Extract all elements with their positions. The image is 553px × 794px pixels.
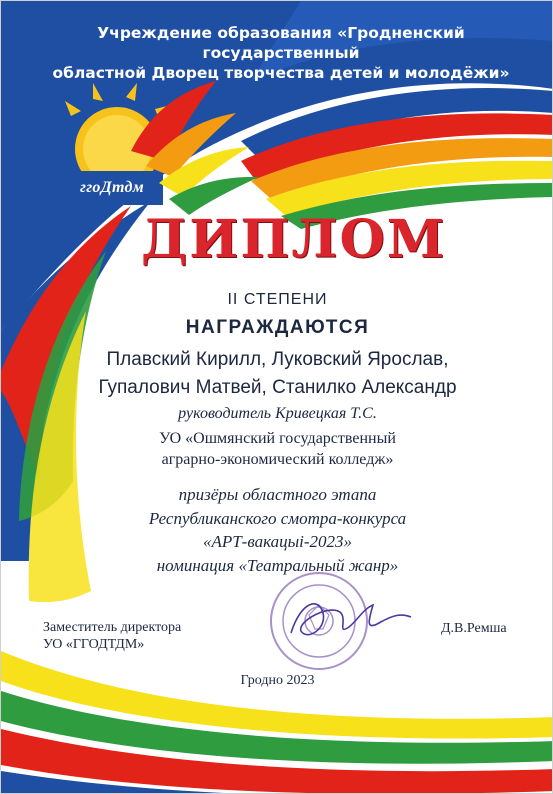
awarded-heading: НАГРАЖДАЮТСЯ bbox=[185, 317, 370, 338]
institution-line-2: аграрно-экономический колледж» bbox=[161, 451, 394, 468]
diploma-title: ДИПЛОМ bbox=[141, 209, 447, 270]
issuer-line-1: Учреждение образования «Гродненский государственный bbox=[97, 24, 465, 62]
diploma-degree: II СТЕПЕНИ bbox=[227, 291, 328, 308]
official-stamp bbox=[271, 573, 367, 669]
issuer-line-2: областной Дворец творчества детей и молодёжи» bbox=[52, 64, 510, 82]
achievement-line-2: Республиканского смотра-конкурса bbox=[148, 508, 407, 528]
institution-block bbox=[1, 428, 553, 470]
achievement-line-3: «АРТ-вакацыі-2023» bbox=[202, 532, 353, 551]
achievement-line-4: номинация «Театральный жанр» bbox=[156, 555, 399, 575]
logo-text: ггоДтдм bbox=[80, 179, 144, 196]
leader-line: руководитель Кривецкая Т.С. bbox=[178, 405, 377, 422]
recipients-line-2: Гупалович Матвей, Станилко Александр bbox=[98, 377, 457, 398]
achievement-block bbox=[1, 483, 553, 577]
recipient-names bbox=[21, 346, 534, 402]
recipients-line-1: Плавский Кирилл, Луковский Ярослав, bbox=[106, 349, 449, 370]
achievement-line-1: призёры областного этапа bbox=[178, 485, 377, 504]
issuer-header bbox=[41, 23, 521, 83]
signatory-name: Д.В.Ремша bbox=[441, 621, 507, 636]
signatory-position-line-1: Заместитель директора bbox=[43, 620, 182, 635]
signatory-position bbox=[43, 619, 181, 653]
signatory-position-line-2: УО «ГГОДТДМ» bbox=[43, 637, 145, 652]
place-date: Гродно 2023 bbox=[240, 673, 315, 688]
institution-line-1: УО «Ошмянский государственный bbox=[159, 430, 396, 447]
